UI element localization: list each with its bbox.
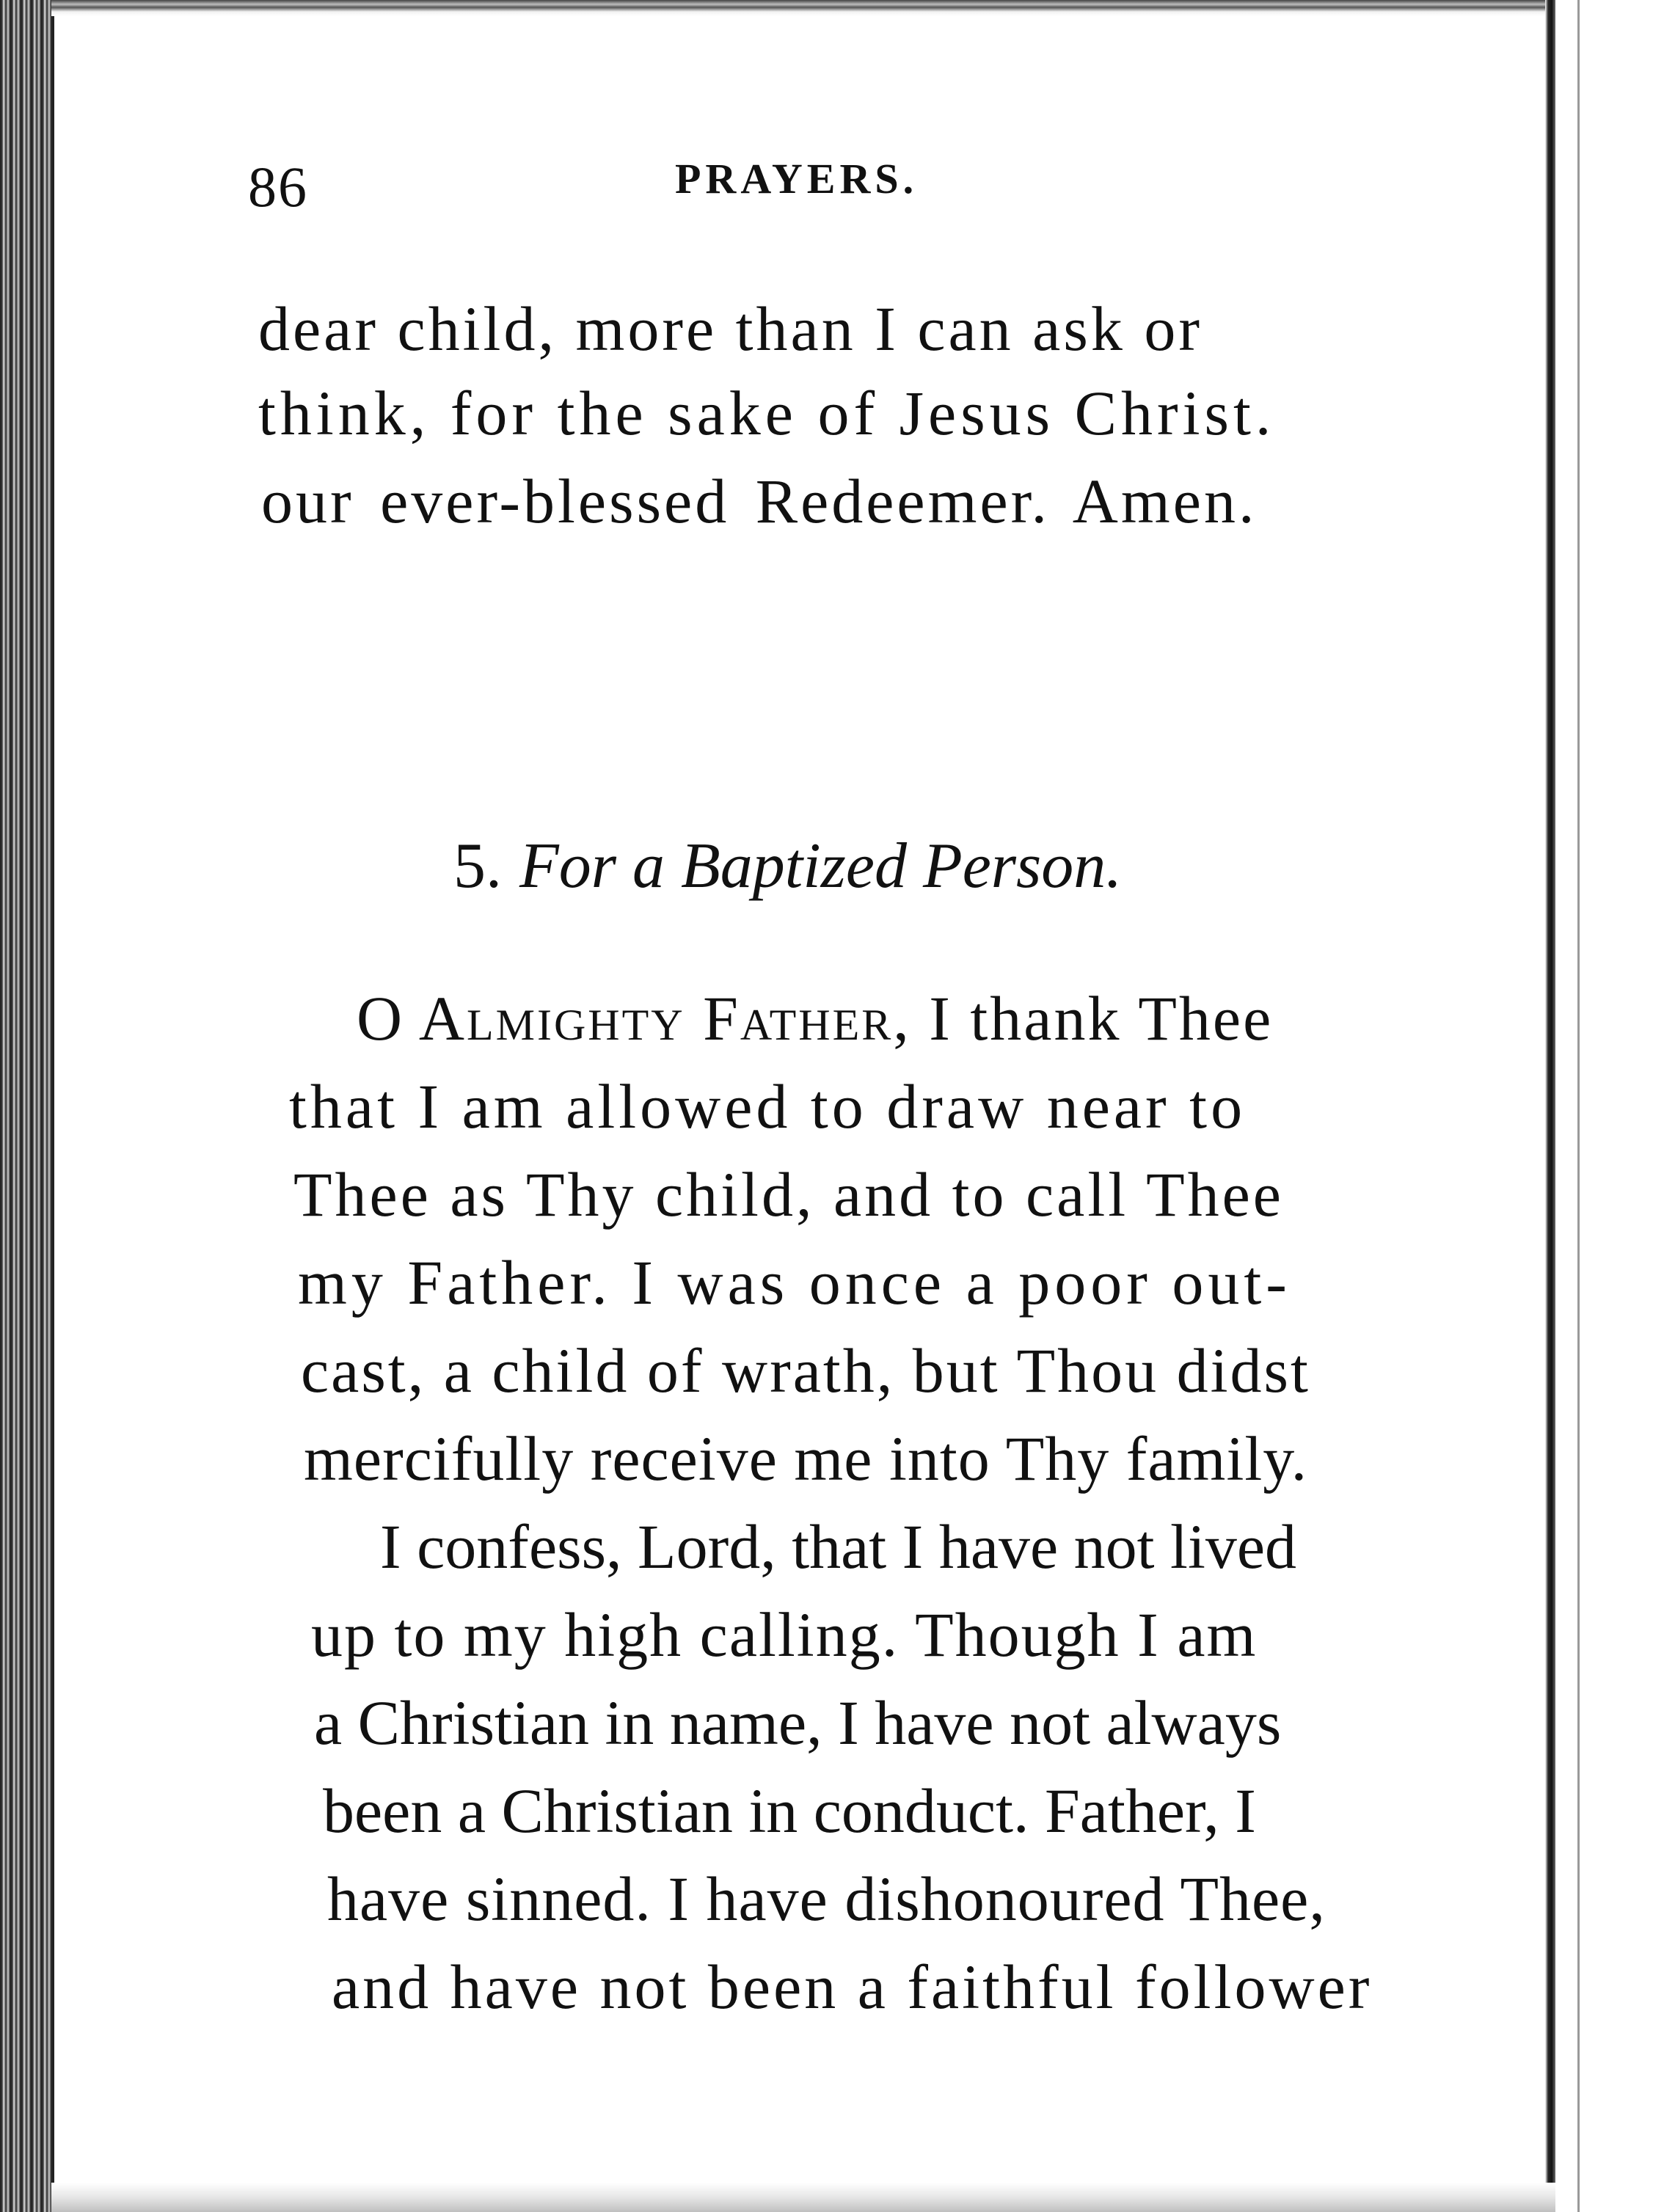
section-title: For a Baptized Person. — [519, 831, 1123, 902]
page-left-border — [51, 0, 54, 2212]
prayer-line-10: been a Christian in conduct. Father, I — [323, 1775, 1256, 1846]
prayer-line-3: Thee as Thy child, and to call Thee — [293, 1159, 1284, 1230]
section-number: 5. — [453, 831, 502, 902]
continuation-line-1: dear child, more than I can ask or — [258, 293, 1203, 364]
prayer-line-2: that I am allowed to draw near to — [289, 1071, 1247, 1142]
continuation-line-2: think, for the sake of Jesus Christ. — [258, 378, 1276, 448]
prayer-line-5: cast, a child of wrath, but Thou didst — [301, 1335, 1310, 1406]
scan-margin-right — [1555, 0, 1664, 2212]
prayer-line-12: and have not been a faithful follower — [332, 1952, 1373, 2022]
page-bottom-border — [51, 2183, 1555, 2212]
prayer-line-1 — [357, 983, 1274, 1054]
page-top-border — [51, 0, 1563, 16]
prayer-line-1-text: I thank Thee — [911, 983, 1274, 1054]
prayer-line-4: my Father. I was once a poor out- — [298, 1247, 1291, 1318]
prayer-line-7: I confess, Lord, that I have not lived — [380, 1511, 1297, 1582]
continuation-line-3: our ever-blessed Redeemer. Amen. — [261, 466, 1258, 536]
page-number: 86 — [248, 155, 308, 219]
prayer-line-8: up to my high calling. Though I am — [311, 1599, 1258, 1670]
prayer-line-11: have sinned. I have dishonoured Thee, — [327, 1864, 1326, 1934]
prayer-line-9: a Christian in name, I have not always — [314, 1687, 1282, 1758]
section-heading — [453, 829, 1122, 903]
next-page-edge — [1577, 0, 1580, 2212]
prayer-line-6: mercifully receive me into Thy family. — [304, 1423, 1308, 1494]
page-right-border — [1545, 0, 1555, 2212]
book-spine-edge — [0, 0, 51, 2212]
running-head: PRAYERS. — [675, 155, 919, 202]
prayer-opening-caps: O Almighty Father, — [357, 983, 911, 1054]
